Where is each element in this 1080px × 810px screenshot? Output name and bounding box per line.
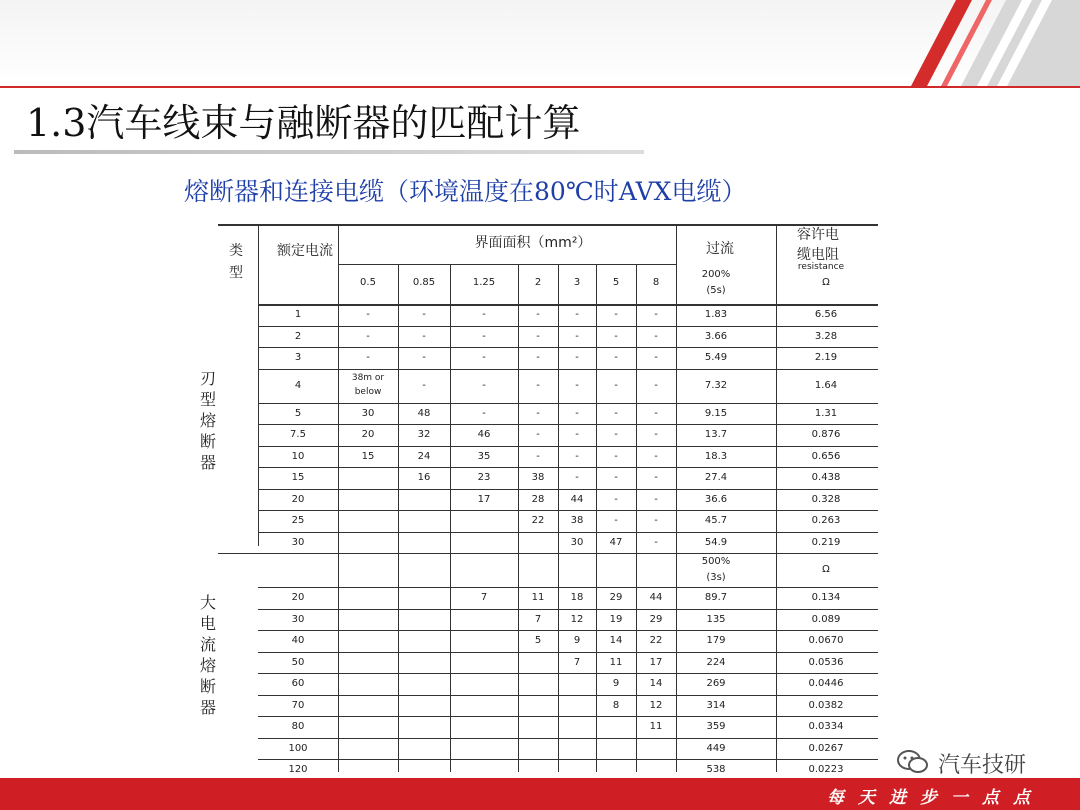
overcurrent-cell: 9.15: [704, 407, 728, 419]
cross-section-cell: -: [614, 450, 618, 462]
resistance-cell: 0.134: [811, 592, 841, 603]
cross-section-cell: [450, 652, 518, 674]
header-resistance-2: 缆电阻: [797, 247, 839, 263]
cross-section-cell: -: [536, 450, 540, 462]
cross-section-cell: 14: [609, 635, 623, 646]
cross-section-cell: [398, 609, 450, 631]
group-label-char: 型: [199, 390, 216, 409]
resistance-cell: 0.876: [811, 429, 841, 440]
cross-section-cell: [558, 738, 596, 760]
overcurrent-a: 200%: [701, 269, 731, 280]
resistance-cell: 2.19: [814, 352, 838, 363]
cross-section-cell: [596, 738, 636, 760]
cross-section-cell: [450, 630, 518, 652]
overcurrent-cell: 135: [706, 613, 726, 625]
cross-section-cell: 8: [612, 699, 620, 711]
cross-section-cell: [518, 652, 558, 674]
cross-section-cell: -: [654, 379, 658, 391]
rated-current-cell: 30: [291, 536, 305, 548]
cross-section-cell: -: [614, 379, 618, 391]
cross-section-cell: [398, 587, 450, 609]
cross-section-cell: 22: [531, 515, 545, 526]
wechat-icon: [896, 748, 930, 776]
cross-section-cell: -: [575, 379, 579, 391]
cross-section-cell: 47: [609, 536, 623, 548]
cross-section-cell: [338, 609, 398, 631]
rated-current-cell: 3: [294, 352, 302, 363]
rated-current-cell: 20: [291, 493, 305, 505]
rated-current-cell: 25: [291, 515, 305, 526]
size-label: 3: [573, 277, 581, 288]
cross-section-cell: 23: [477, 472, 491, 483]
cross-section-cell: 16: [417, 472, 431, 483]
cross-section-cell: [398, 695, 450, 717]
cross-section-cell: 38: [570, 515, 584, 526]
cross-section-cell: -: [482, 352, 486, 363]
rated-current-cell: 70: [291, 699, 305, 711]
cross-section-cell: 5: [534, 635, 542, 646]
resistance-cell: 6.56: [814, 309, 838, 320]
cross-section-cell: [450, 673, 518, 695]
cross-section-cell: -: [482, 407, 486, 419]
cross-section-cell: 7: [534, 613, 542, 625]
cross-section-cell: 17: [649, 656, 663, 668]
cross-section-cell: [398, 738, 450, 760]
cross-section-cell: [558, 695, 596, 717]
group-label-high-current-fuse: [198, 592, 218, 718]
rated-current-cell: 1: [294, 309, 302, 320]
cross-section-cell: -: [422, 309, 426, 320]
cross-section-cell: -: [575, 330, 579, 342]
footer-slogan: 每天进步一点点: [827, 788, 1044, 808]
cross-section-cell: 15: [361, 450, 375, 462]
cross-section-cell: [398, 652, 450, 674]
header-resistance-en: resistance: [797, 262, 845, 272]
overcurrent-cell: 7.32: [704, 379, 728, 391]
cross-section-cell: [450, 738, 518, 760]
cross-section-cell: -: [422, 379, 426, 391]
cross-section-cell: [338, 467, 398, 489]
cross-section-cell: -: [575, 429, 579, 440]
cross-section-cell: -: [422, 330, 426, 342]
cross-section-cell: -: [536, 309, 540, 320]
cross-section-cell: -: [536, 352, 540, 363]
cross-section-cell: [338, 489, 398, 511]
resistance-cell: 0.328: [811, 493, 841, 505]
cross-section-cell: [338, 673, 398, 695]
resistance-cell: 0.0334: [808, 721, 844, 732]
cross-section-cell: -: [654, 407, 658, 419]
resistance-cell: 0.0382: [808, 699, 844, 711]
title-underline: [14, 150, 644, 154]
overcurrent-cell: 224: [706, 656, 726, 668]
cross-section-cell: -: [614, 309, 618, 320]
resistance-unit-a: Ω: [822, 277, 830, 288]
cross-section-cell: 38m or below: [351, 372, 385, 397]
cross-section-cell: 7: [573, 656, 581, 668]
cross-section-cell: -: [654, 429, 658, 440]
cross-section-cell: -: [536, 379, 540, 391]
cross-section-cell: -: [654, 309, 658, 320]
cross-section-cell: 29: [649, 613, 663, 625]
group-label-char: 断: [199, 677, 216, 696]
resistance-cell: 1.64: [814, 379, 838, 391]
cross-section-cell: [338, 695, 398, 717]
cross-section-cell: [398, 630, 450, 652]
overcurrent-cell: 449: [706, 742, 726, 754]
rated-current-cell: 60: [291, 678, 305, 689]
cross-section-cell: [558, 673, 596, 695]
resistance-cell: 0.219: [811, 536, 841, 548]
overcurrent-cell: 3.66: [704, 330, 728, 342]
rated-current-cell: 20: [291, 592, 305, 603]
resistance-cell: 0.263: [811, 515, 841, 526]
rated-current-cell: 10: [291, 450, 305, 462]
cross-section-cell: 35: [477, 450, 491, 462]
group-label-blade-fuse: [198, 368, 218, 473]
resistance-cell: 0.0446: [808, 678, 844, 689]
overcurrent-cell: 36.6: [704, 493, 728, 505]
resistance-cell: 0.656: [811, 450, 841, 462]
cross-section-cell: 19: [609, 613, 623, 625]
cross-section-cell: [398, 510, 450, 532]
cross-section-cell: -: [575, 472, 579, 483]
resistance-cell: 0.438: [811, 472, 841, 483]
overcurrent-cell: 54.9: [704, 536, 728, 548]
cross-section-cell: 30: [570, 536, 584, 548]
size-label: 8: [652, 277, 660, 288]
cross-section-cell: 24: [417, 450, 431, 462]
cross-section-cell: [558, 716, 596, 738]
cross-section-cell: [450, 532, 518, 554]
header-cross-section: 界面面积（mm²）: [474, 235, 592, 251]
group-label-char: 大: [199, 593, 216, 612]
rated-current-cell: 80: [291, 721, 305, 732]
overcurrent-b: 500%: [701, 556, 731, 567]
cross-section-cell: -: [482, 330, 486, 342]
resistance-unit-b: Ω: [822, 564, 830, 575]
cross-section-cell: [398, 532, 450, 554]
cross-section-cell: [450, 695, 518, 717]
cross-section-cell: -: [366, 330, 370, 342]
cross-section-cell: [450, 716, 518, 738]
overcurrent-cell: 89.7: [704, 592, 728, 603]
group-label-char: 刃: [199, 369, 216, 388]
overcurrent-cell: 5.49: [704, 352, 728, 363]
cross-section-cell: 29: [609, 592, 623, 603]
cross-section-cell: [450, 510, 518, 532]
header-resistance-1: 容许电: [797, 227, 839, 243]
cross-section-cell: [518, 695, 558, 717]
resistance-cell: 0.0670: [808, 635, 844, 646]
cross-section-cell: 48: [417, 407, 431, 419]
overcurrent-cell: 18.3: [704, 450, 728, 462]
overcurrent-cell: 13.7: [704, 429, 728, 440]
rated-current-cell: 120: [288, 764, 308, 775]
cross-section-cell: 12: [570, 613, 584, 625]
cross-section-cell: 20: [361, 429, 375, 440]
cross-section-cell: 11: [609, 656, 623, 668]
cross-section-cell: [338, 510, 398, 532]
cross-section-cell: 44: [570, 493, 584, 505]
resistance-cell: 0.0536: [808, 656, 844, 668]
size-label: 0.5: [360, 277, 376, 288]
overcurrent-cell: 538: [706, 764, 726, 775]
cross-section-cell: 38: [531, 472, 545, 483]
watermark-text: 汽车技研: [938, 753, 1027, 778]
table-rule-h: [218, 224, 878, 226]
cross-section-cell: [338, 630, 398, 652]
cross-section-cell: 28: [531, 493, 545, 505]
cross-section-cell: -: [366, 309, 370, 320]
cross-section-cell: -: [654, 330, 658, 342]
cross-section-cell: -: [482, 379, 486, 391]
cross-section-cell: -: [536, 407, 540, 419]
cross-section-cell: -: [654, 493, 658, 505]
group-label-char: 流: [199, 635, 216, 654]
cross-section-cell: -: [422, 352, 426, 363]
size-label: 2: [534, 277, 542, 288]
overcurrent-cell: 314: [706, 699, 726, 711]
cross-section-cell: 32: [417, 429, 431, 440]
header-type-2: 型: [229, 265, 243, 281]
rated-current-cell: 40: [291, 635, 305, 646]
resistance-cell: 1.31: [814, 407, 838, 419]
cross-section-cell: -: [482, 309, 486, 320]
cross-section-cell: 17: [477, 493, 491, 505]
cross-section-cell: -: [575, 450, 579, 462]
group-label-char: 断: [199, 432, 216, 451]
cross-section-cell: -: [614, 472, 618, 483]
rated-current-cell: 7.5: [290, 429, 306, 440]
cross-section-cell: -: [536, 330, 540, 342]
group-label-char: 熔: [199, 656, 216, 675]
cross-section-cell: 12: [649, 699, 663, 711]
overcurrent-cell: 1.83: [704, 309, 728, 320]
overcurrent-cell: 269: [706, 678, 726, 689]
cross-section-cell: [338, 652, 398, 674]
cross-section-cell: [338, 532, 398, 554]
cross-section-cell: -: [575, 407, 579, 419]
cross-section-cell: [398, 716, 450, 738]
rated-current-cell: 50: [291, 656, 305, 668]
cross-section-cell: -: [614, 515, 618, 526]
cross-section-cell: 30: [361, 407, 375, 419]
cross-section-cell: [338, 716, 398, 738]
cross-section-cell: 14: [649, 678, 663, 689]
cross-section-cell: [518, 738, 558, 760]
cross-section-cell: -: [654, 450, 658, 462]
header-stripes: [660, 0, 1080, 88]
cross-section-cell: [518, 532, 558, 554]
cross-section-cell: 18: [570, 592, 584, 603]
cross-section-cell: [398, 673, 450, 695]
cross-section-cell: -: [575, 352, 579, 363]
resistance-cell: 3.28: [814, 330, 838, 342]
cross-section-cell: [338, 738, 398, 760]
cross-section-cell: -: [366, 352, 370, 363]
cross-section-cell: 46: [477, 429, 491, 440]
table-rule-h: [338, 264, 676, 265]
overcurrent-cell: 359: [706, 721, 726, 732]
rated-current-cell: 4: [294, 379, 302, 391]
header-rule: [0, 86, 1080, 88]
cross-section-cell: [398, 489, 450, 511]
fuse-cable-table: [199, 224, 878, 775]
cross-section-cell: [596, 716, 636, 738]
slide-subtitle: 熔断器和连接电缆（环境温度在80℃时AVX电缆）: [184, 177, 747, 206]
size-label: 0.85: [412, 277, 436, 288]
cross-section-cell: 22: [649, 635, 663, 646]
cross-section-cell: -: [614, 407, 618, 419]
cross-section-cell: 11: [531, 592, 545, 603]
resistance-cell: 0.0267: [808, 742, 844, 754]
size-label: 5: [612, 277, 620, 288]
cross-section-cell: [518, 716, 558, 738]
resistance-cell: 0.089: [811, 613, 841, 625]
size-label: 1.25: [472, 277, 496, 288]
cross-section-cell: 11: [649, 721, 663, 732]
cross-section-cell: 9: [612, 678, 620, 689]
rated-current-cell: 100: [288, 742, 308, 754]
rated-current-cell: 15: [291, 472, 305, 483]
overcurrent-cell: 45.7: [704, 515, 728, 526]
slide-title: 1.3汽车线束与融断器的匹配计算: [26, 101, 581, 145]
cross-section-cell: [450, 609, 518, 631]
header-type-1: 类: [229, 243, 243, 259]
cross-section-cell: [636, 738, 676, 760]
header-rated-current: 额定电流: [277, 243, 333, 259]
group-label-char: 熔: [199, 411, 216, 430]
cross-section-cell: -: [536, 429, 540, 440]
cross-section-cell: -: [654, 536, 658, 548]
cross-section-cell: [338, 587, 398, 609]
group-label-char: 电: [199, 614, 216, 633]
cross-section-cell: -: [614, 330, 618, 342]
cross-section-cell: -: [654, 515, 658, 526]
resistance-cell: 0.0223: [808, 764, 844, 775]
overcurrent-b-time: (3s): [706, 572, 726, 583]
cross-section-cell: -: [654, 472, 658, 483]
rated-current-cell: 5: [294, 407, 302, 419]
cross-section-cell: [518, 673, 558, 695]
cross-section-cell: -: [614, 429, 618, 440]
overcurrent-a-time: (5s): [706, 285, 726, 296]
group-label-char: 器: [199, 453, 216, 472]
cross-section-cell: -: [654, 352, 658, 363]
rated-current-cell: 30: [291, 613, 305, 625]
overcurrent-cell: 27.4: [704, 472, 728, 483]
overcurrent-cell: 179: [706, 635, 726, 646]
header-overcurrent: 过流: [706, 241, 734, 257]
cross-section-cell: 9: [573, 635, 581, 646]
rated-current-cell: 2: [294, 330, 302, 342]
cross-section-cell: -: [575, 309, 579, 320]
cross-section-cell: 7: [480, 592, 488, 603]
cross-section-cell: 44: [649, 592, 663, 603]
group-label-char: 器: [199, 698, 216, 717]
cross-section-cell: -: [614, 352, 618, 363]
cross-section-cell: -: [614, 493, 618, 505]
